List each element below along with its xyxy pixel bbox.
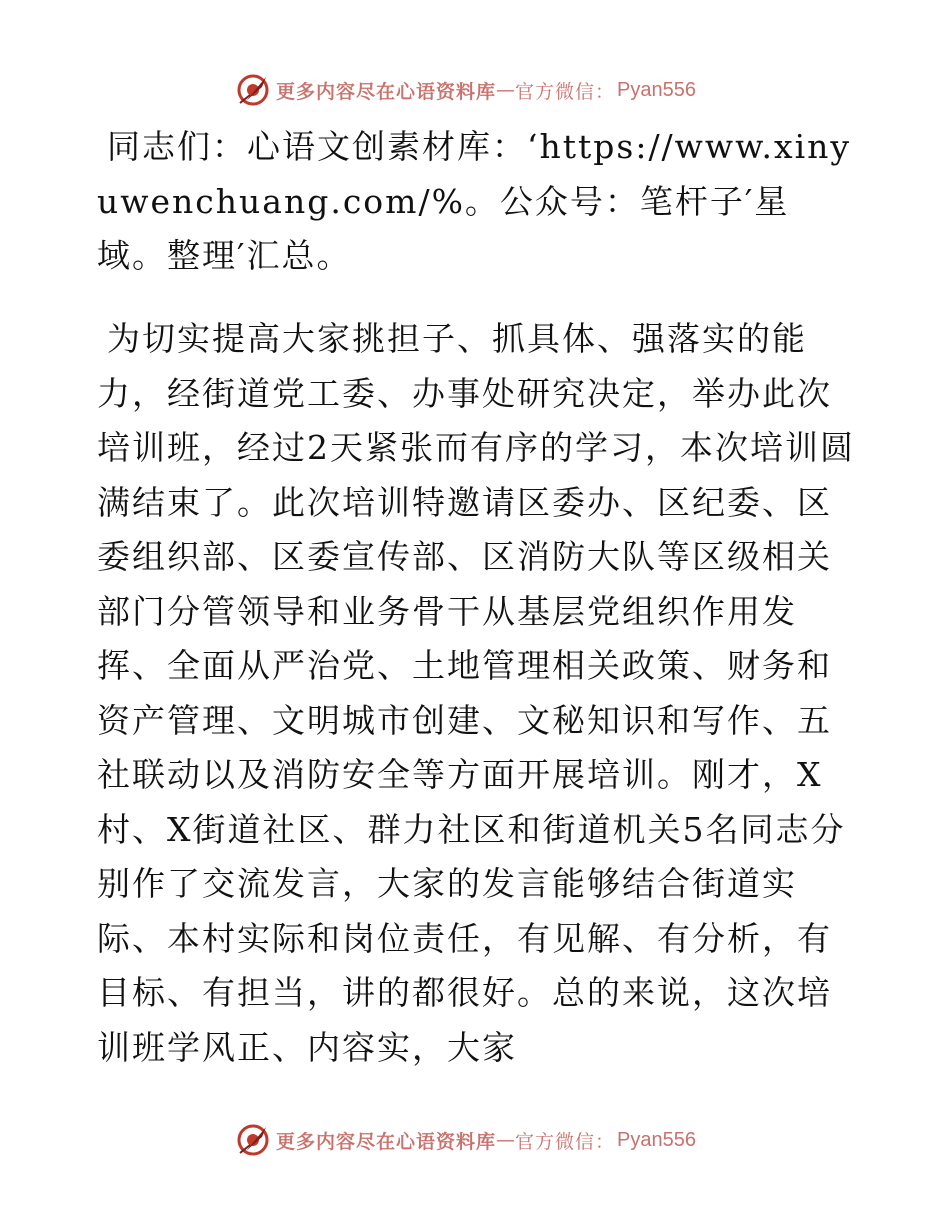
header-wechat-id: Pyan556 xyxy=(617,78,696,101)
footer-official-label: 官方微信： xyxy=(515,1130,616,1153)
footer-separator: — xyxy=(496,1129,516,1151)
footer-wechat-id: Pyan556 xyxy=(617,1128,696,1151)
header-watermark-banner xyxy=(236,70,716,110)
paragraph-greeting: 同志们：心语文创素材库：‘https://www.xinyuwenchuang.com/%。公众号：笔杆子′星域。整理′汇总。 xyxy=(97,127,852,275)
footer-promo-text: 更多内容尽在心语资料库 xyxy=(276,1130,497,1153)
header-official-label: 官方微信： xyxy=(515,80,616,103)
quill-logo-icon xyxy=(236,73,270,107)
header-promo-text: 更多内容尽在心语资料库 xyxy=(276,80,497,103)
header-separator: — xyxy=(496,79,516,101)
quill-logo-icon xyxy=(236,1123,270,1157)
paragraph-main: 为切实提高大家挑担子、抓具体、强落实的能力，经街道党工委、办事处研究决定，举办此次培训班，经过2天紧张而有序的学习，本次培训圆满结束了。此次培训特邀请区委办、区纪委、区委组织部、区委宣传部、区消防大队等区级相关部门分管领导和业务骨干从基层党组织作用发挥、全面从严治党、土地管理相关政策、财务和资产管理、文明城市创建、文秘知识和写作、五社联动以及消防安全等方面开展培训。刚才，X村、X街道社区、群力社区和街道机关5名同志分别作了交流发言，大家的发言能够结合街道实际、本村实际和岗位责任，有见解、有分析，有目标、有担当，讲的都很好。总的来说，这次培训班学风正、内容实，大家 xyxy=(97,319,855,1067)
footer-watermark-banner xyxy=(236,1120,716,1160)
